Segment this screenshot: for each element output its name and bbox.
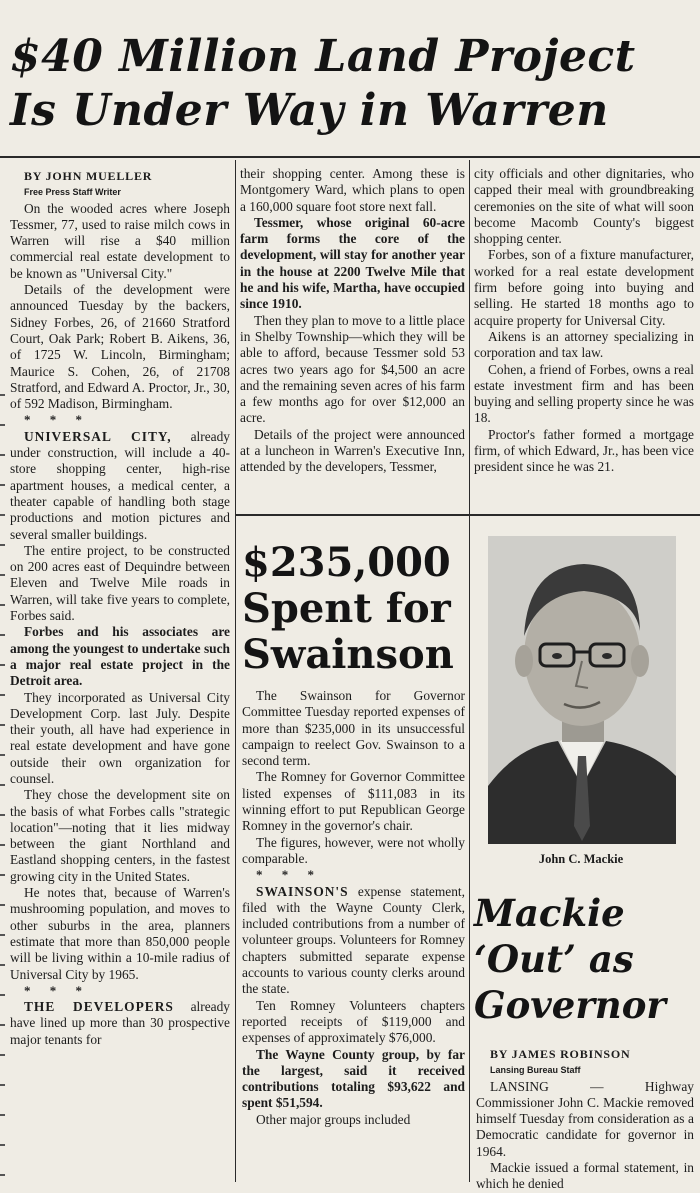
paragraph: Details of the development were announced Tuesday by the backers, Sidney Forbes, 26, of 21660 Stratford Court, Oak Park; Robert B. Aikens, 36, of 1725 W. Lincoln, Birmingham; Maurice S. Cohen, 26, of 21708 Stratford, and Edward A. Proctor, Jr., 30, of 592 Madison, Birmingham. — [10, 282, 230, 412]
paragraph: LANSING — Highway Commissioner John C. Mackie removed himself Tuesday from consideration as a Democratic candidate for governor in 1964. — [476, 1078, 694, 1159]
paragraph: On the wooded acres where Joseph Tessmer, 77, used to raise milch cows in Warren will rise a $40 million commercial real estate development to be known as "Universal City." — [10, 200, 230, 281]
paragraph: The entire project, to be constructed on 200 acres east of Dequindre between Eleven and Twelve Mile roads in Warren, will take five years to complete, Forbes said. — [10, 542, 230, 624]
paragraph: The Swainson for Governor Committee Tuesday reported expenses of more than $235,000 in its unsuccessful campaign to reelect Gov. Swainson to a second term. — [242, 688, 465, 769]
paragraph: The figures, however, were not wholly comparable. — [242, 834, 465, 866]
paragraph: Forbes, son of a fixture manufacturer, worked for a real estate development firm before going into buying and selling. He started 18 months ago to acquire property for Universal City. — [474, 247, 694, 328]
lead-in: UNIVERSAL CITY, — [24, 428, 172, 444]
left-edge-fragments — [0, 380, 5, 1180]
headline-line-1: $40 Million Land Project — [10, 31, 636, 82]
main-headline — [10, 30, 690, 138]
byline-robinson: BY JAMES ROBINSON — [490, 1047, 631, 1061]
section-rule-swainson — [236, 514, 700, 516]
paragraph: Aikens is an attorney specializing in corporation and tax law. — [474, 328, 694, 361]
paragraph: The Romney for Governor Committee listed expenses of $111,083 in its winning effort to put Republican George Romney in the governor's chair. — [242, 769, 465, 834]
paragraph: Cohen, a friend of Forbes, owns a real estate investment firm and has been buying and selling property since he was 18. — [474, 361, 694, 426]
headline-rule — [0, 156, 700, 158]
paragraph: Ten Romney Volunteers chapters reported receipts of $119,000 and expenses of approximately $76,000. — [242, 997, 465, 1046]
paragraph: city officials and other dignitaries, who capped their meal with groundbreaking ceremonies on the site of what will soon become Macomb County's biggest shopping center. — [474, 166, 694, 247]
paragraph: He notes that, because of Warren's mushrooming population, and moves to other suburbs in the area, planners estimate that more than 850,000 people will be living within a 10-mile radius of Universal City by 1965. — [10, 885, 230, 982]
lead-in: THE DEVELOPERS — [24, 999, 174, 1015]
paragraph: their shopping center. Among these is Montgomery Ward, which plans to open a 160,000 square foot store next fall. — [240, 166, 465, 214]
paragraph: Details of the project were announced at a luncheon in Warren's Executive Inn, attended by the developers, Tessmer, — [240, 426, 465, 475]
paragraph-bold: Forbes and his associates are among the youngest to undertake such a major real estate project in the Detroit area. — [10, 624, 230, 689]
portrait-illustration — [488, 536, 676, 844]
section-stars: * * * — [24, 412, 90, 428]
paragraph-bold: Tessmer, whose original 60-acre farm forms the core of the development, will stay for another year in the house at 2200 Twelve Mile that he and his wife, Martha, have occupied since 1910. — [240, 214, 465, 312]
lead-in: SWAINSON'S — [256, 883, 349, 899]
column-rule-2 — [469, 160, 470, 1182]
paragraph-bold: The Wayne County group, by far the largest, said it received contributions totaling $93,622 and spent $51,594. — [242, 1046, 465, 1111]
credit-lansing-bureau: Lansing Bureau Staff — [490, 1065, 581, 1076]
mackie-headline: Mackie ‘Out’ as Governor — [474, 891, 666, 1027]
headline-line-2: Is Under Way in Warren — [10, 85, 609, 136]
paragraph: UNIVERSAL CITY, already under construction, will include a 40-store shopping center, high-rise apartment houses, a medical center, a theater capable of handling both stage productions and motion pictures and several smaller buildings. — [10, 428, 230, 542]
paragraph: They chose the development site on the basis of what Forbes calls "strategic location"—noting that it lies midway between the giant Northland and Eastland shopping centers, in the fastest growing city in the United States. — [10, 787, 230, 884]
paragraph: Other major groups included — [256, 1111, 411, 1127]
article-column-3 — [474, 166, 694, 476]
paragraph: SWAINSON'S expense statement, filed with the Wayne County Clerk, included contributions from a number of volunteer groups. Volunteers for Romney chapters submitted separate expense accounts to various county clerks around the state. — [242, 883, 465, 997]
paragraph: Mackie issued a formal statement, in which he denied — [476, 1160, 694, 1192]
mackie-article — [476, 1046, 694, 1193]
column-rule-1 — [235, 160, 236, 1182]
photo-caption: John C. Mackie — [538, 852, 624, 866]
byline-mueller: BY JOHN MUELLER — [24, 169, 153, 183]
article-column-2 — [240, 166, 465, 476]
credit-free-press: Free Press Staff Writer — [24, 187, 121, 198]
paragraph: THE DEVELOPERS already have lined up more than 30 prospective major tenants for — [10, 999, 230, 1047]
paragraph: They incorporated as Universal City Development Corp. last July. Despite their youth, all have had experience in real estate development and have gone outside their own organization for counsel. — [10, 689, 230, 786]
swainson-article — [242, 540, 465, 1128]
section-stars: * * * — [256, 867, 322, 883]
paragraph: Then they plan to move to a little place in Shelby Township—which they will be able to afford, because Tessmer sold 53 acres two years ago for $4,500 an acre and the remaining seven acres of his farm a few months ago for over $12,000 an acre. — [240, 312, 465, 426]
section-stars: * * * — [24, 982, 90, 998]
portrait-photo — [488, 536, 676, 844]
article-column-1 — [10, 168, 230, 1048]
paragraph: Proctor's father formed a mortgage firm, of which Edward, Jr., has been vice president since he was 21. — [474, 426, 694, 475]
swainson-headline: $235,000 Spent for Swainson — [242, 539, 454, 678]
